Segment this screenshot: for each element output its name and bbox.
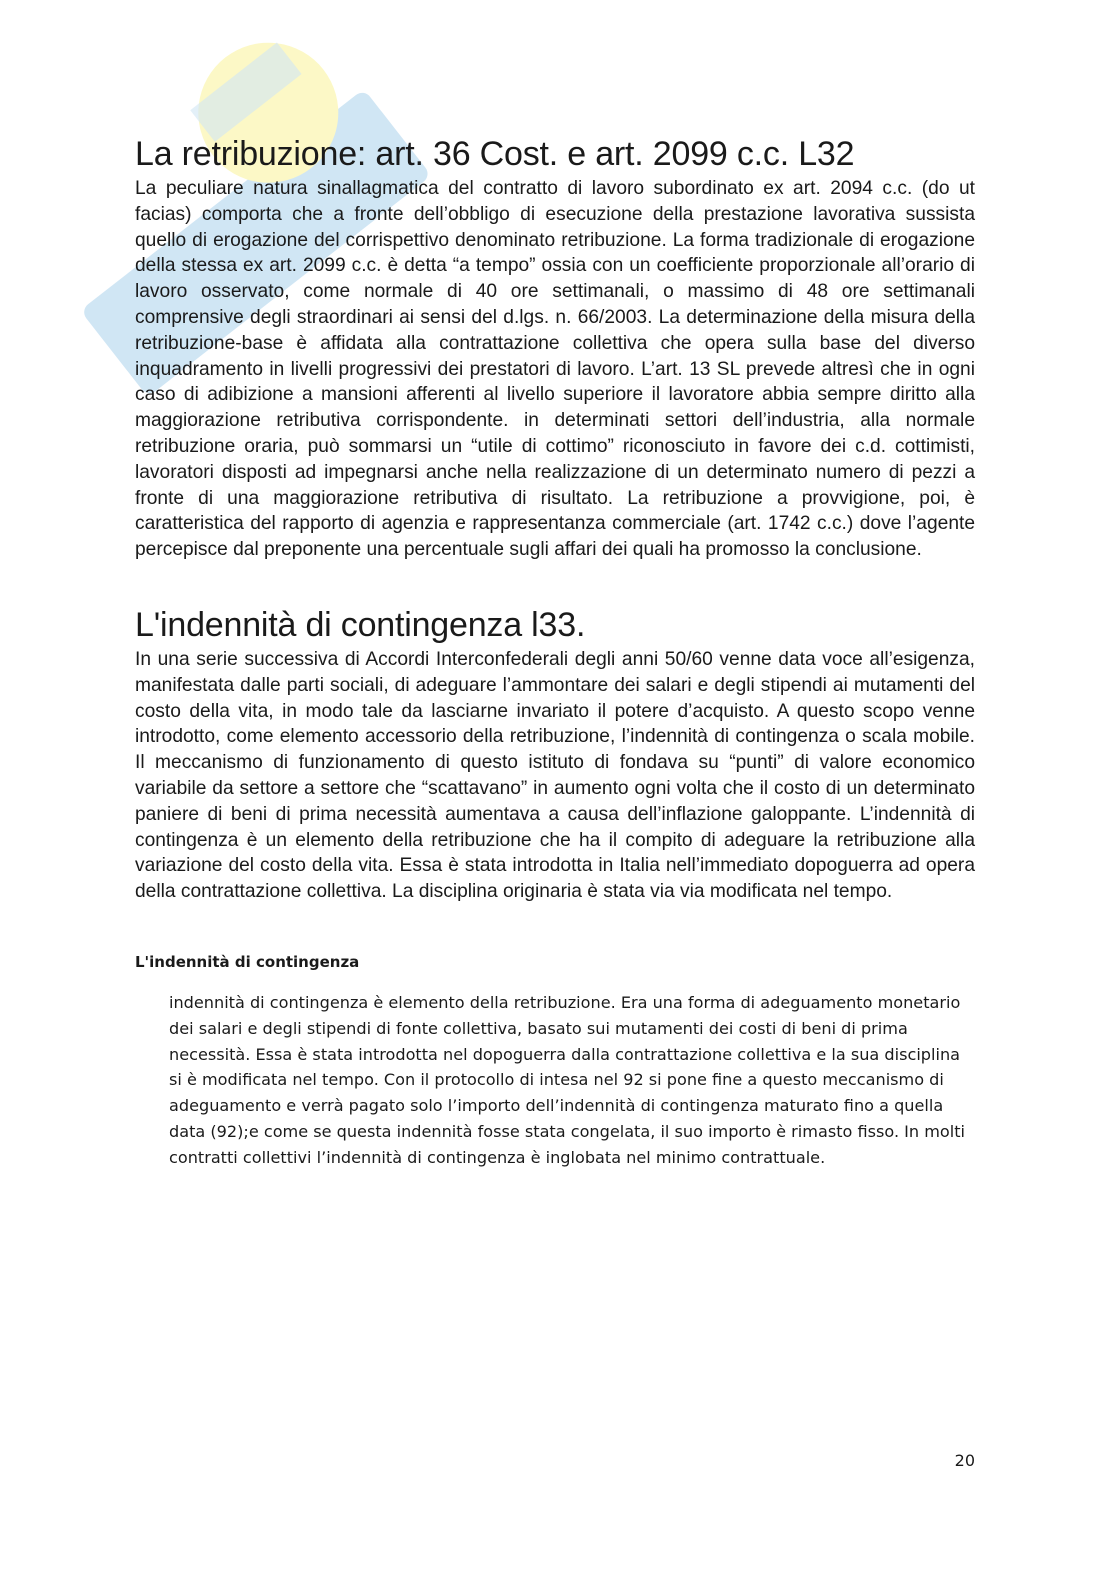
subsection-body-contingenza: indennità di contingenza è elemento della retribuzione. Era una forma di adeguamento monetario dei salari e degli stipendi di fonte collettiva, basato sui mutamenti dei costi di beni di prima necessità. Essa è stata introdotta nel dopoguerra dalla contrattazione collettiva e la sua disciplina si è modificata nel tempo. Con il protocollo di intesa nel 92 si pone fine a questo meccanismo di adeguamento e verrà pagato solo l’importo dell’indennità di contingenza maturato fino a quella data (92);e come se questa indennità fosse stata congelata, il suo importo è rimasto fisso. In molti contratti collettivi l’indennità di contingenza è inglobata nel minimo contrattuale. — [169, 992, 966, 1167]
subsection-title-contingenza: L'indennità di contingenza — [135, 952, 360, 971]
page-number: 20 — [954, 1451, 975, 1470]
watermark-bar — [190, 43, 301, 142]
section-body-retribuzione: La peculiare natura sinallagmatica del contratto di lavoro subordinato ex art. 2094 c.c. (do ut facias) comporta che a fronte dell’obbligo di esecuzione della prestazione lavorativa sussista quello di erogazione del corrispettivo denominato retribuzione. La forma tradizionale di erogazione della stessa ex art. 2099 c.c. è detta “a tempo” ossia con un coefficiente proporzionale all’orario di lavoro osservato, come normale di 40 ore settimanali, o massimo di 48 ore settimanali comprensive degli straordinari ai sensi del d.lgs. n. 66/2003. La determinazione della misura della retribuzione-base è affidata alla contrattazione collettiva che opera sulla base del diverso inquadramento in livelli progressivi dei prestatori di lavoro. L’art. 13 SL prevede altresì che in ogni caso di adibizione a mansioni afferenti al livello superiore il lavoratore abbia sempre diritto alla maggiorazione retributiva corrispondente. in determinati settori dell’industria, alla normale retribuzione oraria, può sommarsi un “utile di cottimo” riconosciuto in favore dei c.d. cottimisti, lavoratori disposti ad impegnarsi anche nella realizzazione di un determinato numero di pezzi a fronte di una maggiorazione retributiva di risultato. La retribuzione a provvigione, poi, è caratteristica del rapporto di agenzia e rappresentanza commerciale (art. 1742 c.c.) dove l’agente percepisce dal preponente una percentuale sugli affari dei quali ha promosso la conclusione. — [135, 178, 975, 561]
document-content — [135, 134, 975, 1171]
section-body-contingenza: In una serie successiva di Accordi Interconfederali degli anni 50/60 venne data voce all’esigenza, manifestata dalle parti sociali, di adeguare l’ammontare dei salari e degli stipendi ai mutamenti del costo della vita, in modo tale da lasciarne invariato il potere d’acquisto. A questo scopo venne introdotto, come elemento accessorio della retribuzione, l’indennità di contingenza o scala mobile. Il meccanismo di funzionamento di questo istituto di fondava su “punti” di valore economico variabile da settore a settore che “scattavano” in aumento ogni volta che il costo di un determinato paniere di beni di prima necessità aumentava a causa dell’inflazione galoppante. L’indennità di contingenza è un elemento della retribuzione che ha il compito di adeguare la retribuzione alla variazione del costo della vita. Essa è stata introdotta in Italia nell’immediato dopoguerra ad opera della contrattazione collettiva. La disciplina originaria è stata via via modificata nel tempo. — [135, 648, 975, 903]
section-title-contingenza: L'indennità di contingenza l33. — [135, 605, 586, 644]
section-title-retribuzione: La retribuzione: art. 36 Cost. e art. 2099 c.c. L32 — [135, 135, 855, 173]
section-contingenza — [135, 605, 975, 905]
